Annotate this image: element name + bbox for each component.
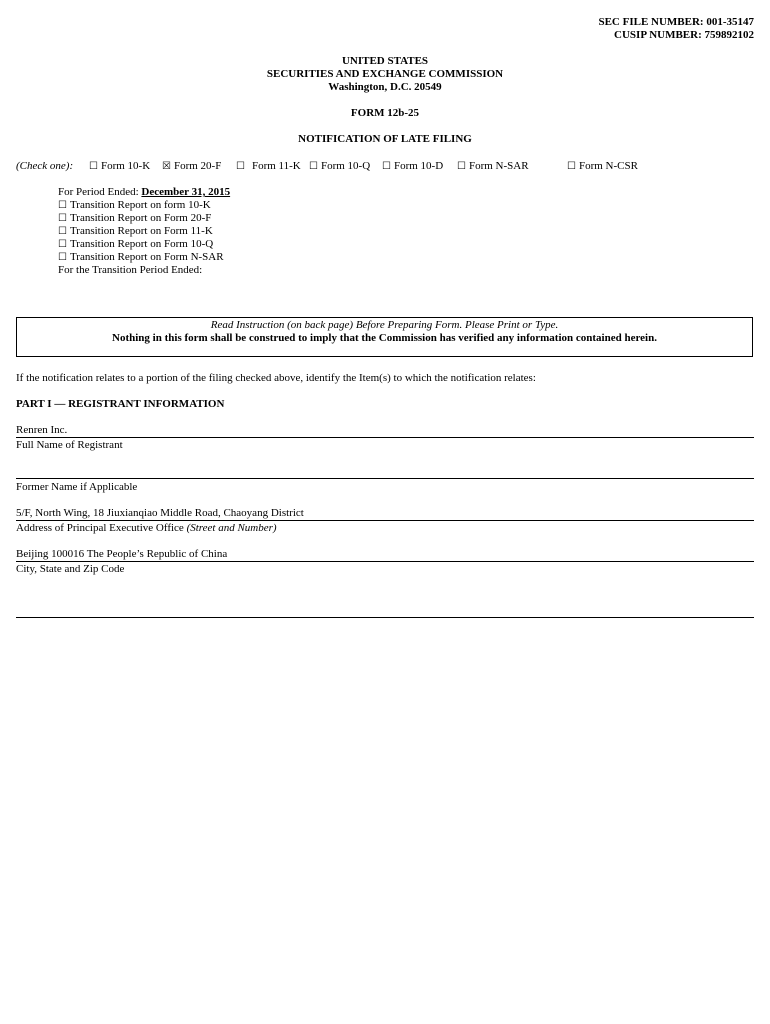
checked-box-icon: ☒ bbox=[162, 161, 171, 172]
registrant-name-label: Full Name of Registrant bbox=[16, 439, 123, 451]
checkbox-icon: ☐ bbox=[309, 161, 318, 172]
city-rule bbox=[16, 561, 754, 562]
period-ended-label: For Period Ended: bbox=[58, 186, 142, 198]
checkbox-icon: ☐ bbox=[58, 239, 67, 250]
checkbox-icon: ☐ bbox=[236, 161, 245, 172]
address-label bbox=[16, 522, 277, 535]
transition-period-label: For the Transition Period Ended: bbox=[58, 264, 203, 276]
transition-label: Transition Report on form 10-K bbox=[69, 199, 211, 211]
part1-heading: PART I — REGISTRANT INFORMATION bbox=[16, 398, 225, 410]
disclaimer-line: Nothing in this form shall be construed to imply that the Commission has verified any information contained herein. bbox=[112, 332, 657, 344]
transition-20f[interactable] bbox=[58, 212, 211, 225]
option-form-10q[interactable] bbox=[309, 160, 370, 173]
portion-instruction: If the notification relates to a portion of the filing checked above, identify the Item(s) to which the notification relates: bbox=[16, 372, 536, 384]
address-rule bbox=[16, 520, 754, 521]
checkbox-icon: ☐ bbox=[89, 161, 98, 172]
cusip-number: CUSIP NUMBER: 759892102 bbox=[614, 29, 754, 41]
option-label: Form 10-K bbox=[100, 160, 151, 172]
checkbox-icon: ☐ bbox=[58, 200, 67, 211]
option-label: Form 10-D bbox=[393, 160, 444, 172]
title-united-states: UNITED STATES bbox=[341, 55, 429, 67]
option-label: Form N-CSR bbox=[578, 160, 638, 172]
former-name-rule bbox=[16, 478, 754, 479]
transition-11k[interactable] bbox=[58, 225, 213, 238]
form-name: FORM 12b-25 bbox=[350, 107, 420, 119]
title-washington: Washington, D.C. 20549 bbox=[328, 81, 442, 93]
checkbox-icon: ☐ bbox=[382, 161, 391, 172]
option-label: Form N-SAR bbox=[468, 160, 529, 172]
period-ended-value: December 31, 2015 bbox=[141, 186, 231, 198]
instruction-notice-box bbox=[16, 317, 753, 357]
transition-label: Transition Report on Form 11-K bbox=[69, 225, 213, 237]
option-form-20f[interactable] bbox=[162, 160, 221, 173]
option-label: Form 20-F bbox=[173, 160, 222, 172]
option-form-10d[interactable] bbox=[382, 160, 443, 173]
address-label-text: Address of Principal Executive Office bbox=[16, 522, 187, 534]
notification-title: NOTIFICATION OF LATE FILING bbox=[298, 133, 472, 145]
registrant-name-value: Renren Inc. bbox=[16, 424, 68, 436]
section-end-rule bbox=[16, 617, 754, 618]
transition-10k[interactable] bbox=[58, 199, 211, 212]
checkbox-icon: ☐ bbox=[567, 161, 576, 172]
sec-file-number: SEC FILE NUMBER: 001-35147 bbox=[598, 16, 754, 28]
option-form-ncsr[interactable] bbox=[567, 160, 638, 173]
transition-10q[interactable] bbox=[58, 238, 213, 251]
option-label: Form 10-Q bbox=[320, 160, 371, 172]
option-form-11k[interactable] bbox=[236, 160, 301, 173]
transition-nsar[interactable] bbox=[58, 251, 224, 264]
instruction-line: Read Instruction (on back page) Before Preparing Form. Please Print or Type. bbox=[210, 319, 559, 331]
address-value: 5/F, North Wing, 18 Jiuxianqiao Middle Road, Chaoyang District bbox=[16, 507, 304, 519]
transition-label: Transition Report on Form 20-F bbox=[69, 212, 212, 224]
city-value: Beijing 100016 The People’s Republic of China bbox=[16, 548, 228, 560]
transition-label: Transition Report on Form 10-Q bbox=[69, 238, 214, 250]
title-sec: SECURITIES AND EXCHANGE COMMISSION bbox=[266, 68, 504, 80]
checkbox-icon: ☐ bbox=[457, 161, 466, 172]
checkbox-icon: ☐ bbox=[58, 252, 67, 263]
period-ended bbox=[58, 186, 230, 199]
city-label: City, State and Zip Code bbox=[16, 563, 125, 575]
registrant-name-rule bbox=[16, 437, 754, 438]
option-form-10k[interactable] bbox=[89, 160, 150, 173]
address-label-italic: (Street and Number) bbox=[186, 522, 277, 534]
checkbox-icon: ☐ bbox=[58, 226, 67, 237]
transition-label: Transition Report on Form N-SAR bbox=[69, 251, 224, 263]
checkbox-icon: ☐ bbox=[58, 213, 67, 224]
check-one-label: (Check one): bbox=[16, 160, 74, 172]
option-label: Form 11-K bbox=[251, 160, 301, 172]
option-form-nsar[interactable] bbox=[457, 160, 529, 173]
former-name-label: Former Name if Applicable bbox=[16, 481, 138, 493]
